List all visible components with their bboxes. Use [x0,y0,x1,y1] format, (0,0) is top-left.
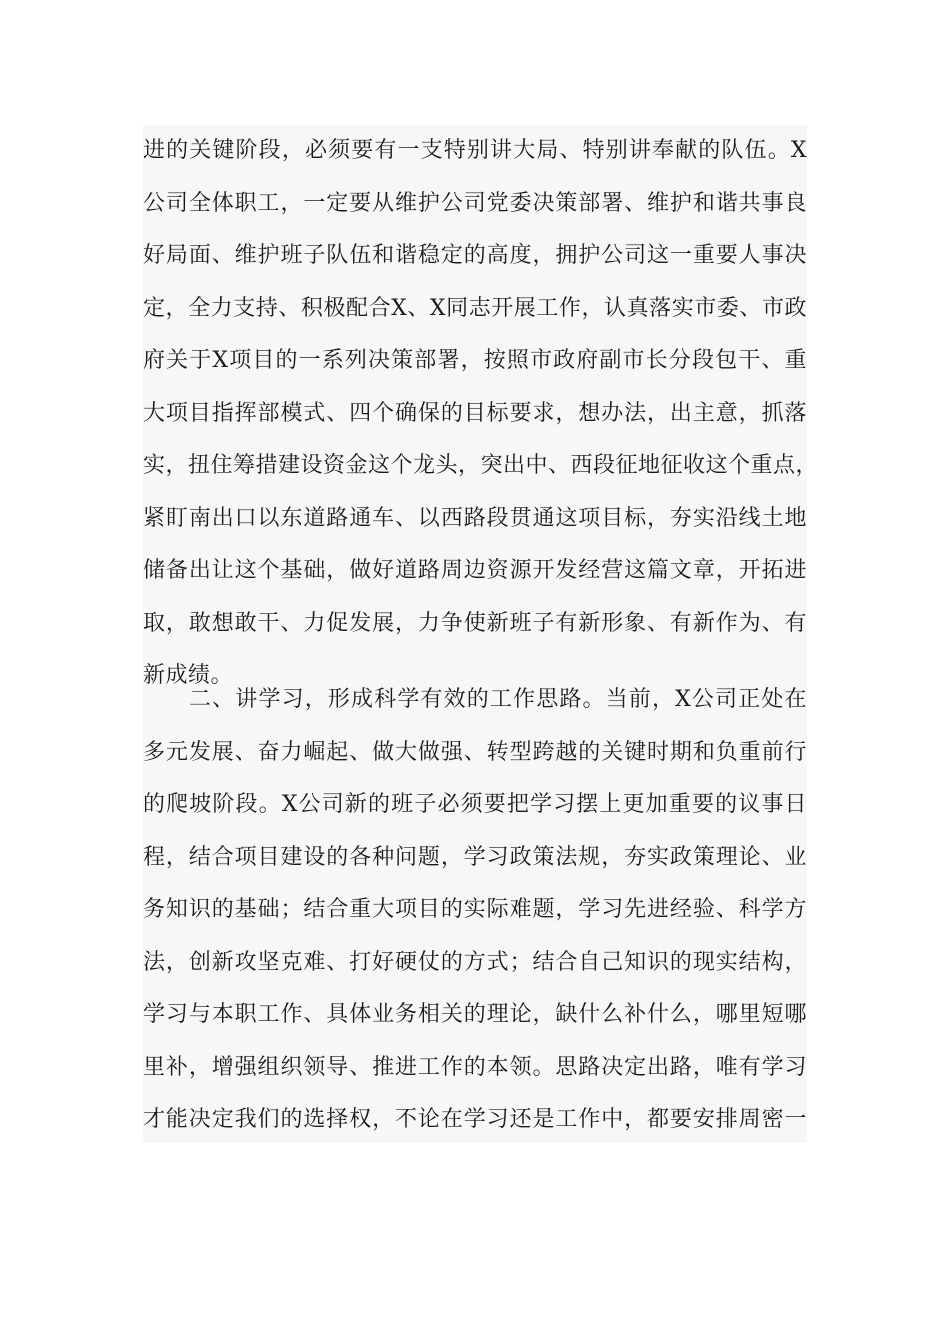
text-line: 进的关键阶段，必须要有一支特别讲大局、特别讲奉献的队伍。X [143,138,807,163]
document-text-area [143,125,819,1143]
text-line: 实，扭住筹措建设资金这个龙头，突出中、西段征地征收这个重点， [143,453,819,478]
paragraph-2 [143,674,807,1147]
paragraph-1 [143,125,819,703]
text-line: 公司全体职工，一定要从维护公司党委决策部署、维护和谐共事良 [143,190,807,216]
text-line: 府关于X项目的一系列决策部署，按照市政府副市长分段包干、重 [143,348,807,373]
text-line: 新成绩。 [143,663,234,688]
text-line: 取，敢想敢干、力促发展，力争使新班子有新形象、有新作为、有 [143,610,807,636]
text-line: 务知识的基础；结合重大项目的实际难题，学习先进经验、科学方 [143,897,807,922]
text-line: 好局面、维护班子队伍和谐稳定的高度，拥护公司这一重要人事决 [143,243,807,268]
text-line: 紧盯南出口以东道路通车、以西路段贯通这项目标，夯实沿线土地 [143,505,807,531]
text-line: 法，创新攻坚克难、打好硬仗的方式；结合自己知识的现实结构， [143,949,807,975]
text-line: 里补，增强组织领导、推进工作的本领。思路决定出路，唯有学习 [143,1054,807,1080]
text-line: 学习与本职工作、具体业务相关的理论，缺什么补什么，哪里短哪 [143,1002,807,1027]
text-line: 程，结合项目建设的各种问题，学习政策法规，夯实政策理论、业 [143,844,807,870]
text-line: 定，全力支持、积极配合X、X同志开展工作，认真落实市委、市政 [143,295,807,321]
text-line: 的爬坡阶段。X公司新的班子必须要把学习摆上更加重要的议事日 [143,792,807,817]
text-line: 多元发展、奋力崛起、做大做强、转型跨越的关键时期和负重前行 [143,739,807,765]
text-line: 储备出让这个基础，做好道路周边资源开发经营这篇文章，开拓进 [143,558,807,583]
text-line: 才能决定我们的选择权，不论在学习还是工作中，都要安排周密一 [143,1107,807,1132]
text-line: 大项目指挥部模式、四个确保的目标要求，想办法，出主意，抓落 [143,400,807,426]
text-line: 二、讲学习，形成科学有效的工作思路。当前，X公司正处在 [189,687,807,712]
